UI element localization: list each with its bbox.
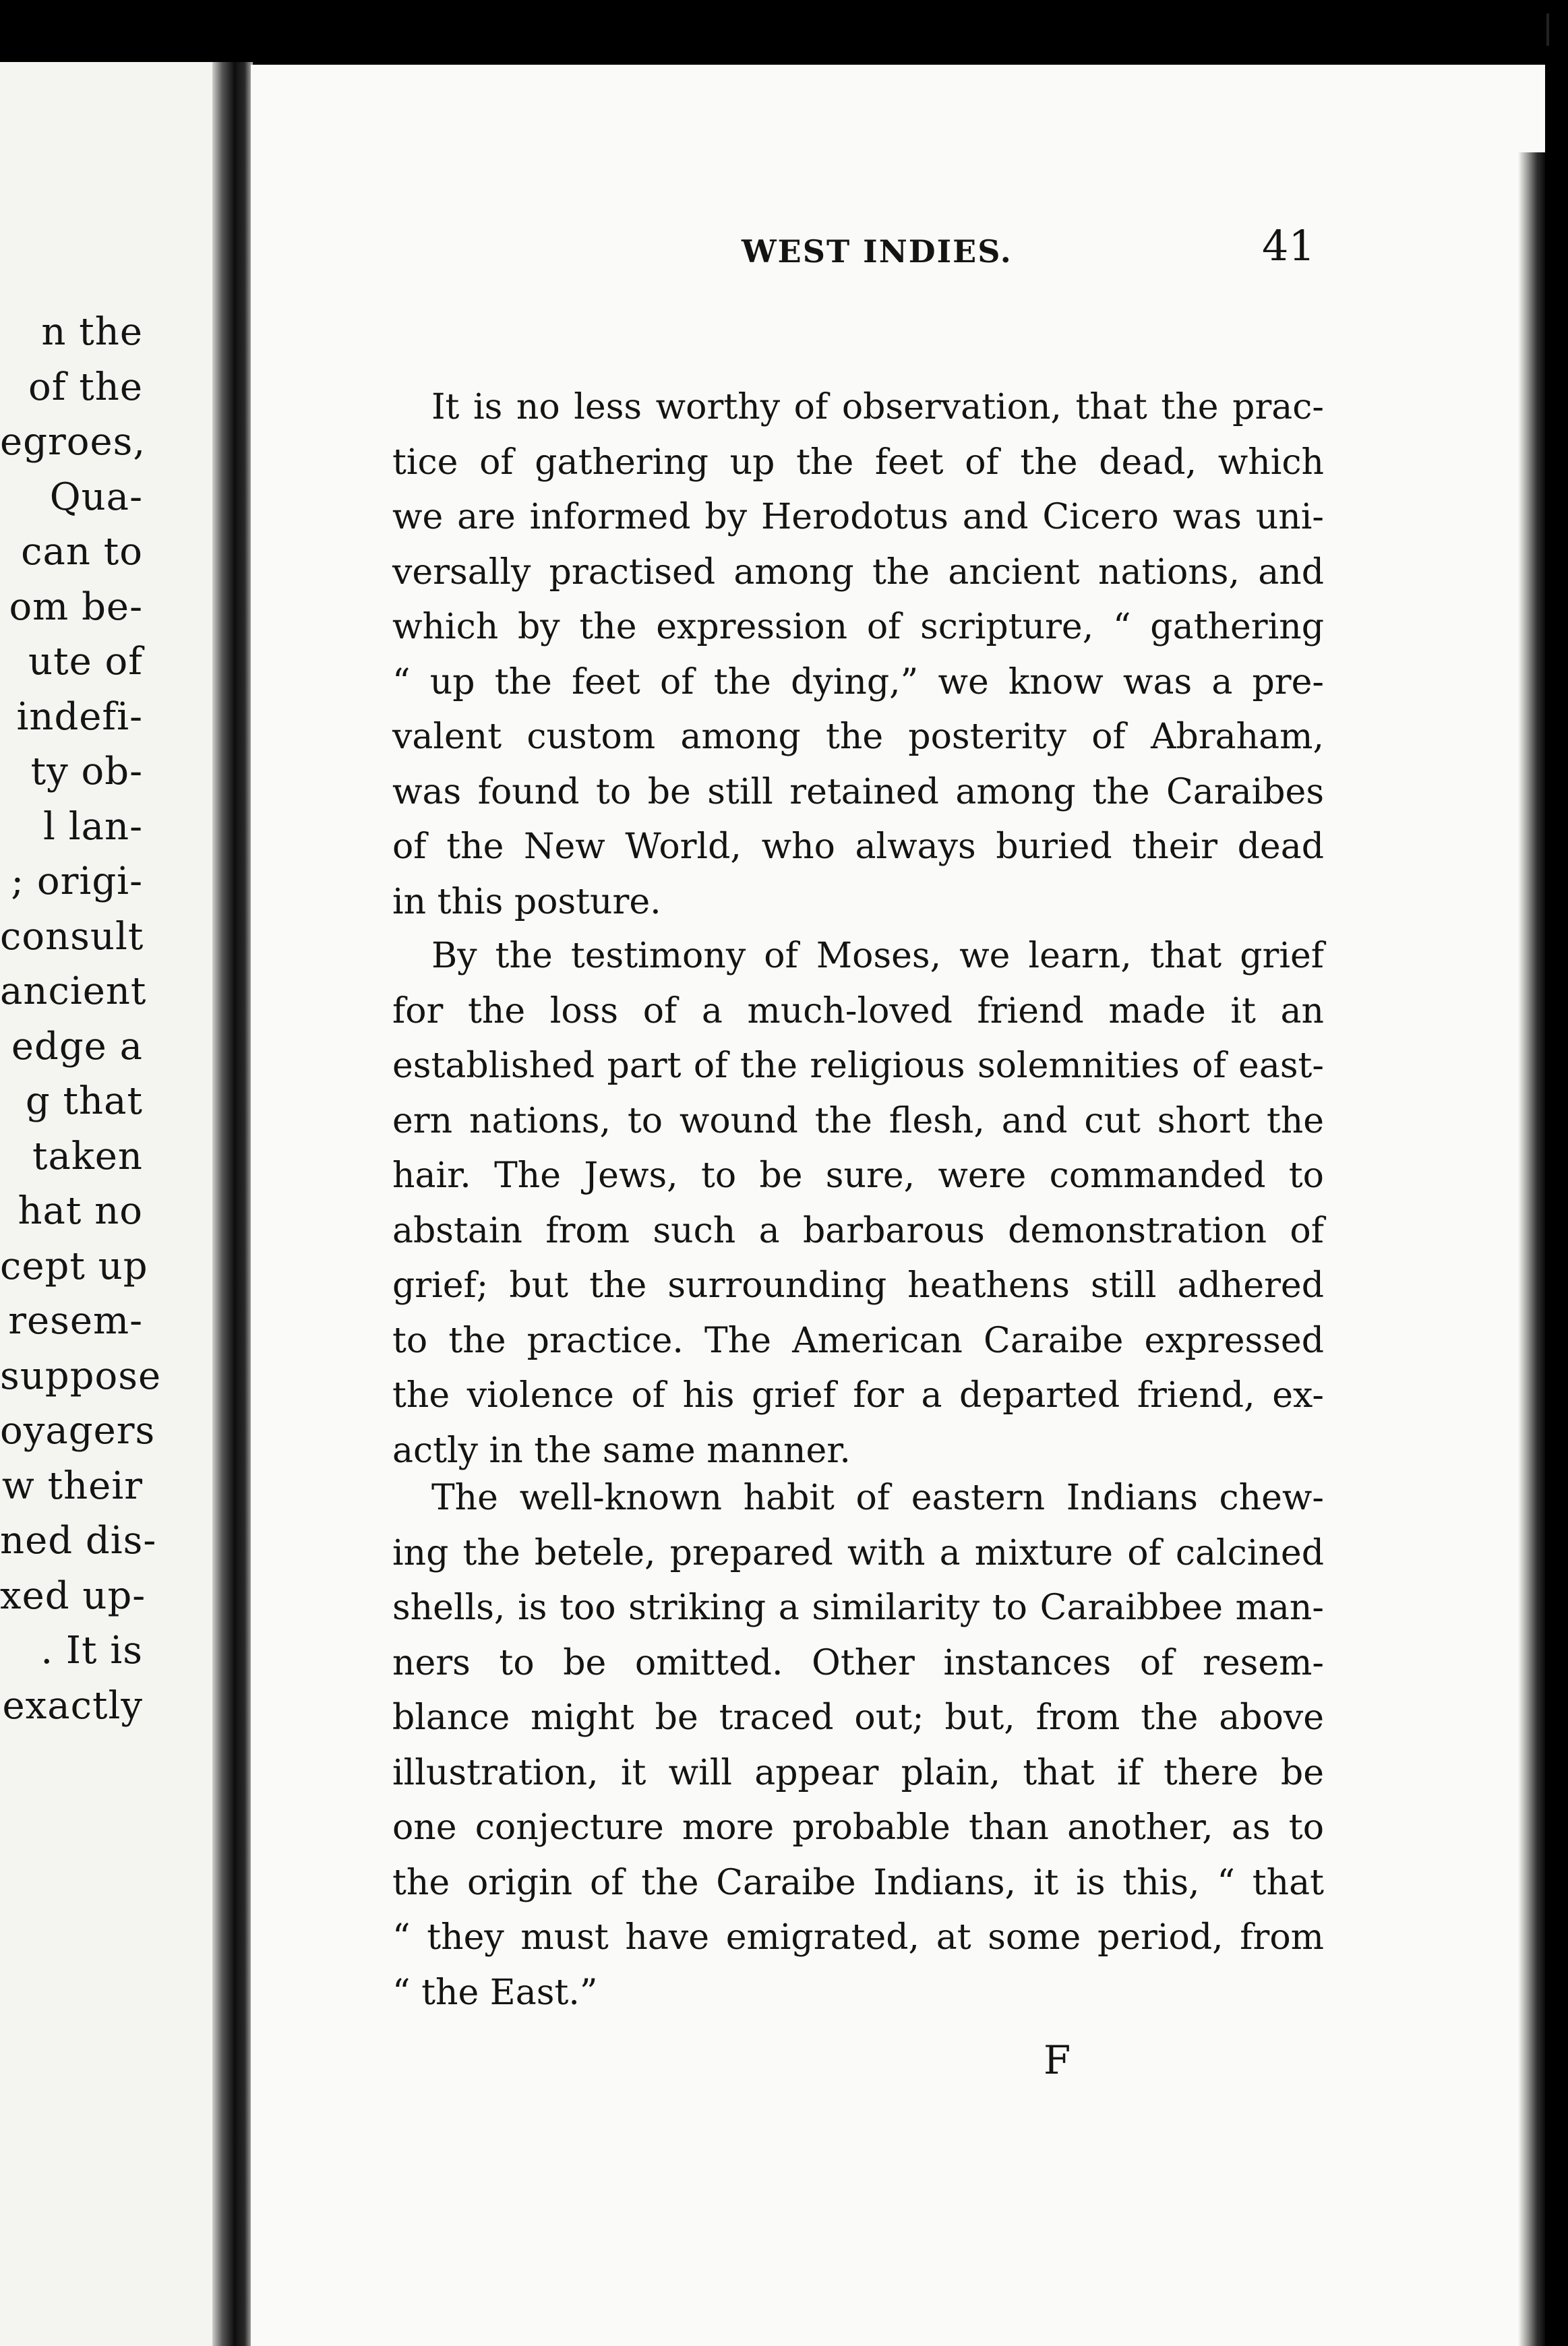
- text-line: oyagers: [0, 1409, 156, 1453]
- left-page-text: [0, 305, 162, 1733]
- text-line: was found to be still retained among the Caraibes: [392, 771, 1324, 812]
- text-line: valent custom among the posterity of Abraham,: [392, 717, 1324, 757]
- text-line: can to: [21, 530, 143, 574]
- text-line: consult: [0, 914, 144, 959]
- text-line: xed up-: [0, 1573, 146, 1618]
- text-line: of the: [28, 365, 143, 409]
- text-line: which by the expression of scripture, “ gathering: [392, 607, 1324, 647]
- text-line: “ the East.”: [392, 1972, 598, 2013]
- text-line: the violence of his grief for a departed friend, ex-: [392, 1375, 1324, 1416]
- paragraph-3: [392, 1471, 1324, 2020]
- text-line: ; origi-: [11, 860, 143, 903]
- text-line: the origin of the Caraibe Indians, it is this, “ that: [392, 1862, 1324, 1903]
- text-line: ty ob-: [30, 750, 143, 793]
- paragraph-2: [392, 929, 1324, 1478]
- text-line: om be-: [9, 584, 143, 629]
- text-line: edge a: [11, 1024, 143, 1069]
- text-line: one conjecture more probable than another, as to: [392, 1807, 1324, 1848]
- text-line: illustration, it will appear plain, that if there be: [392, 1752, 1324, 1793]
- text-line: It is no less worthy of observation, that the prac-: [431, 387, 1324, 427]
- text-line: abstain from such a barbarous demonstration of: [392, 1210, 1324, 1251]
- book-gutter: [212, 62, 253, 2346]
- text-line: shells, is too striking a similarity to Caraibbee man-: [392, 1588, 1324, 1628]
- scan-artifact-mark: [1546, 13, 1549, 46]
- text-line: resem-: [8, 1299, 143, 1343]
- text-line: egroes,: [0, 420, 146, 464]
- text-line: ing the betele, prepared with a mixture of calcined: [392, 1532, 1324, 1573]
- text-line: for the loss of a much-loved friend made it an: [392, 990, 1324, 1031]
- text-line: Qua-: [49, 475, 143, 519]
- text-line: blance might be traced out; but, from the above: [392, 1697, 1324, 1738]
- text-line: ern nations, to wound the flesh, and cut short the: [392, 1100, 1324, 1141]
- text-line: “ they must have emigrated, at some period, from: [392, 1917, 1324, 1958]
- text-line: we are informed by Herodotus and Cicero was uni-: [392, 497, 1324, 537]
- text-line: of the New World, who always buried their dead: [392, 826, 1324, 867]
- text-line: By the testimony of Moses, we learn, that grief: [431, 936, 1324, 976]
- text-line: tice of gathering up the feet of the dead, which: [392, 442, 1324, 483]
- text-line: established part of the religious solemnities of east-: [392, 1046, 1324, 1086]
- text-line: versally practised among the ancient nations, and: [392, 551, 1324, 593]
- text-line: hair. The Jews, to be sure, were commanded to: [392, 1155, 1324, 1196]
- text-line: The well-known habit of eastern Indians chew-: [431, 1478, 1324, 1518]
- page-edge-shadow: [1518, 152, 1545, 2346]
- text-line: actly in the same manner.: [392, 1430, 851, 1471]
- text-line: taken: [32, 1134, 143, 1178]
- page-number: 41: [1262, 221, 1315, 270]
- text-line: grief; but the surrounding heathens still adhered: [392, 1265, 1324, 1306]
- text-line: to the practice. The American Caraibe expressed: [392, 1320, 1324, 1361]
- text-line: cept up: [0, 1244, 148, 1288]
- text-line: g that: [25, 1079, 143, 1123]
- text-line: hat no: [18, 1189, 143, 1233]
- text-line: ned dis-: [0, 1519, 157, 1563]
- text-line: l lan-: [43, 804, 143, 849]
- text-line: suppose: [0, 1354, 162, 1398]
- text-line: ancient: [0, 969, 147, 1013]
- text-line: w their: [1, 1464, 143, 1508]
- text-line: . It is: [40, 1629, 143, 1673]
- text-line: n the: [41, 310, 143, 354]
- text-line: “ up the feet of the dying,” we know was a pre-: [392, 661, 1324, 702]
- text-line: ute of: [28, 640, 143, 684]
- right-page: [251, 65, 1545, 2346]
- signature-mark: F: [1044, 2037, 1071, 2083]
- text-line: in this posture.: [392, 881, 661, 922]
- paragraph-1: [392, 380, 1324, 930]
- text-line: ners to be omitted. Other instances of resem-: [392, 1642, 1324, 1683]
- left-page-fragment: [0, 62, 222, 2346]
- text-line: indefi-: [16, 694, 143, 739]
- running-head: WEST INDIES.: [742, 233, 1013, 270]
- text-line: exactly: [2, 1683, 143, 1728]
